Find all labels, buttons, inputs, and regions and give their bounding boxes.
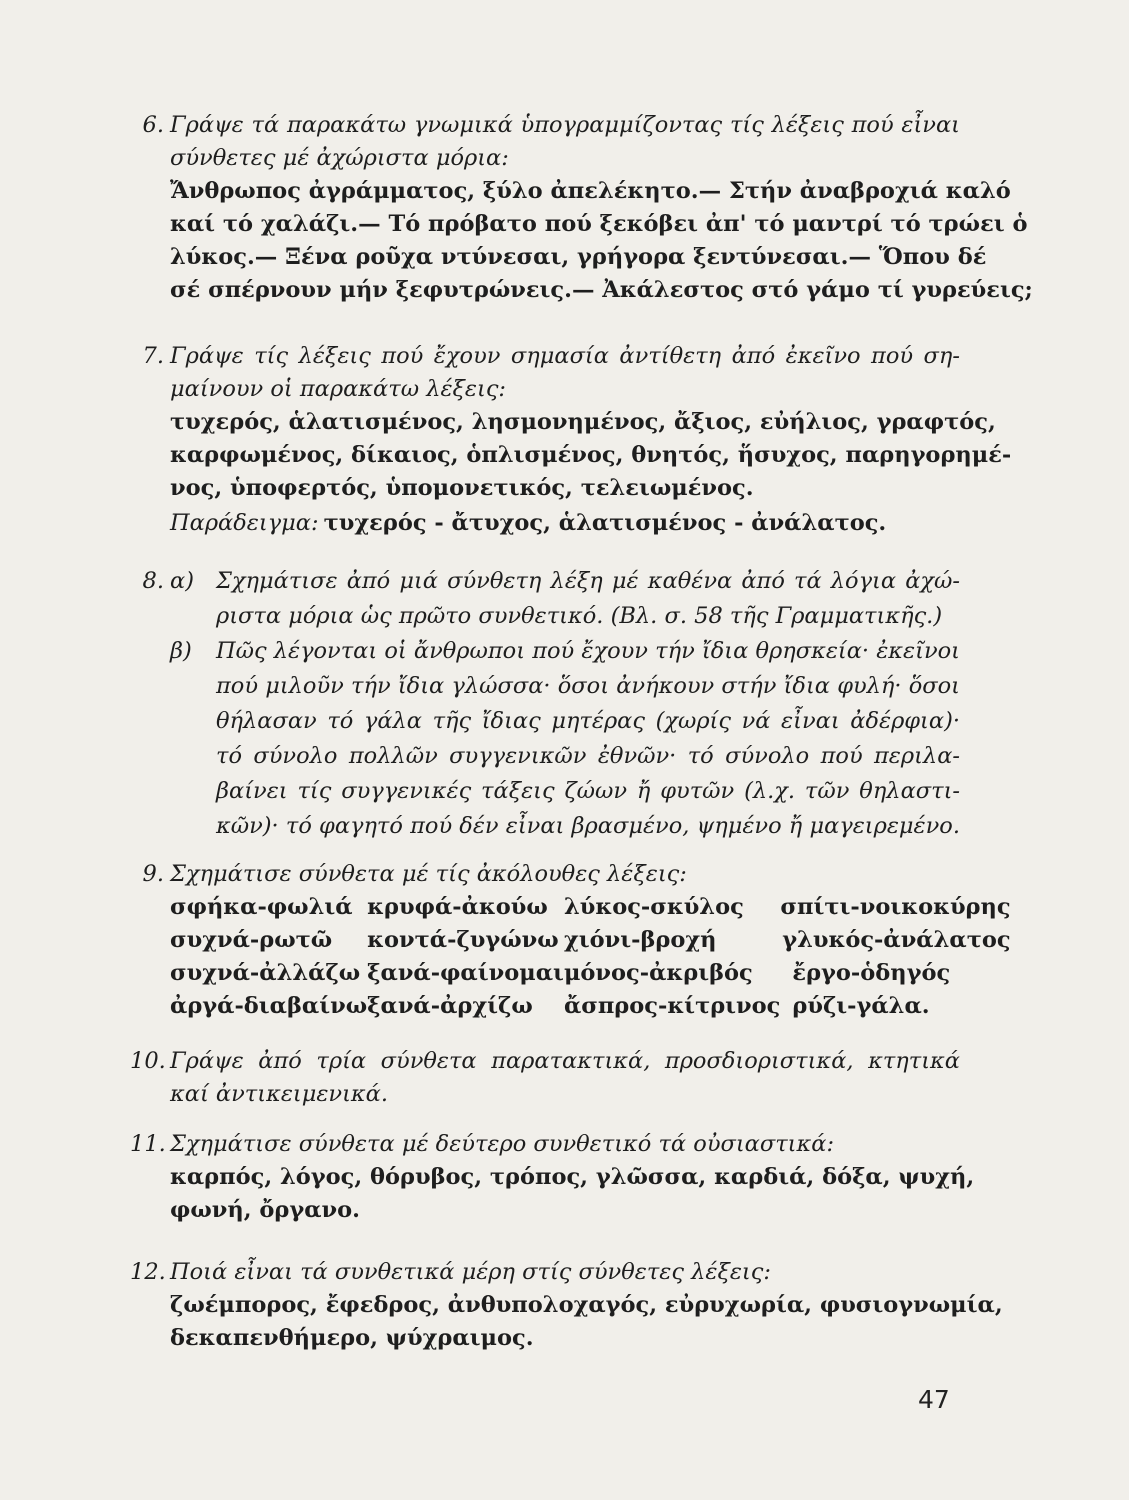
exercise-prompt: Γράψε τίς λέξεις πού ἔχουν σημασία ἀντίθετη ἀπό ἐκεῖνο πού ση- <box>170 343 960 369</box>
subexercise-line: θήλασαν τό γάλα τῆς ἴδιας μητέρας (χωρίς νά εἶναι ἀδέρφια)· <box>216 708 960 734</box>
word-pair: συχνά-ρωτῶ <box>170 927 333 953</box>
exercise-6 <box>130 109 1033 307</box>
word-pair: ρύζι-γάλα. <box>792 993 930 1019</box>
exercise-9 <box>130 858 1011 1023</box>
word-list-line: δεκαπενθήμερο, ψύχραιμος. <box>170 1325 534 1351</box>
exercise-prompt: καί ἀντικειμενικά. <box>170 1081 389 1107</box>
subexercise-label: α) <box>170 568 194 594</box>
page-number: 47 <box>918 1385 950 1414</box>
subexercise-line: πού μιλοῦν τήν ἴδια γλώσσα· ὅσοι ἀνήκουν στήν ἴδια φυλή· ὅσοι <box>216 673 960 699</box>
subexercise-line: Σχημάτισε ἀπό μιά σύνθετη λέξη μέ καθένα ἀπό τά λόγια ἀχώ- <box>216 568 960 594</box>
word-pair: σπίτι-νοικοκύρης <box>780 894 1011 920</box>
exercise-prompt: Γράψε ἀπό τρία σύνθετα παρατακτικά, προσδιοριστικά, κτητικά <box>170 1048 960 1074</box>
exercise-number: 7. <box>142 343 164 369</box>
word-pair: συχνά-ἀλλάζω <box>170 960 361 986</box>
word-list-line: ζωέμπορος, ἔφεδρος, ἀνθυπολοχαγός, εὐρυχωρία, φυσιογνωμία, <box>170 1292 1003 1318</box>
subexercise-line: τό σύνολο πολλῶν συγγενικῶν ἐθνῶν· τό σύνολο πού περιλα- <box>216 743 960 769</box>
word-pair: ξανά-φαίνομαι <box>367 960 564 986</box>
exercise-number: 11. <box>130 1131 166 1157</box>
exercise-number: 10. <box>130 1048 166 1074</box>
example-label: Παράδειγμα: <box>170 510 319 536</box>
word-list-line: νος, ὑποφερτός, ὑπομονετικός, τελειωμένος. <box>170 475 754 501</box>
word-pair: κρυφά-ἀκούω <box>367 894 548 920</box>
word-pair: μόνος-ἀκριβός <box>563 960 753 986</box>
word-pair: ἀργά-διαβαίνω <box>170 993 368 1019</box>
word-pair: ἄσπρος-κίτρινος <box>563 993 781 1019</box>
word-list-line: φωνή, ὄργανο. <box>170 1197 361 1223</box>
exercise-11 <box>130 1128 975 1227</box>
word-list-line: καρφωμένος, δίκαιος, ὁπλισμένος, θνητός, ἥσυχος, παρηγορημέ- <box>170 442 1012 468</box>
word-list-line: καρπός, λόγος, θόρυβος, τρόπος, γλῶσσα, καρδιά, δόξα, ψυχή, <box>170 1164 975 1190</box>
subexercise-line: βαίνει τίς συγγενικές τάξεις ζώων ἤ φυτῶν (λ.χ. τῶν θηλαστι- <box>216 778 960 804</box>
proverb-line: καί τό χαλάζι.— Τό πρόβατο πού ξεκόβει ἀπ' τό μαντρί τό τρώει ὁ <box>170 211 1028 237</box>
subexercise-label: β) <box>170 638 192 664</box>
proverb-line: σέ σπέρνουν μήν ξεφυτρώνεις.— Ἀκάλεστος στό γάμο τί γυρεύεις; <box>170 277 1033 303</box>
exercise-number: 8. <box>142 568 164 594</box>
word-pair: σφήκα-φωλιά <box>170 894 353 920</box>
word-pair: γλυκός-ἀνάλατος <box>782 927 1011 953</box>
word-pairs-table <box>170 891 1011 1023</box>
proverb-line: λύκος.— Ξένα ροῦχα ντύνεσαι, γρήγορα ξεντύνεσαι.— Ὅπου δέ <box>170 244 987 270</box>
exercise-prompt: Σχημάτισε σύνθετα μέ τίς ἀκόλουθες λέξεις: <box>170 861 687 887</box>
word-list-line: τυχερός, ἁλατισμένος, λησμονημένος, ἄξιος, εὐήλιος, γραφτός, <box>170 409 996 435</box>
exercise-prompt: σύνθετες μέ ἀχώριστα μόρια: <box>170 145 509 171</box>
exercise-7 <box>130 340 1012 545</box>
word-pair: κοντά-ζυγώνω <box>367 927 559 953</box>
subexercise-line: Πῶς λέγονται οἱ ἄνθρωποι πού ἔχουν τήν ἴδια θρησκεία· ἐκεῖνοι <box>216 638 960 664</box>
exercise-number: 9. <box>142 861 164 887</box>
subexercise-a <box>170 564 960 634</box>
exercise-8 <box>130 564 960 844</box>
word-pair: ξανά-ἀρχίζω <box>367 993 533 1019</box>
exercise-10 <box>130 1045 960 1111</box>
word-pairs-row <box>170 891 1011 924</box>
exercise-prompt: Σχημάτισε σύνθετα μέ δεύτερο συνθετικό τά οὐσιαστικά: <box>170 1131 835 1157</box>
word-pair: λύκος-σκύλος <box>563 894 744 920</box>
word-pair: χιόνι-βροχή <box>563 927 717 953</box>
word-pair: ἔργο-ὁδηγός <box>792 960 951 986</box>
exercise-prompt: Ποιά εἶναι τά συνθετικά μέρη στίς σύνθετες λέξεις: <box>170 1259 771 1285</box>
exercise-12 <box>130 1256 1003 1355</box>
subexercise-line: ριστα μόρια ὡς πρῶτο συνθετικό. (Βλ. σ. 58 τῆς Γραμματικῆς.) <box>216 603 943 629</box>
proverb-line: Ἄνθρωπος ἀγράμματος, ξύλο ἀπελέκητο.— Στήν ἀναβροχιά καλό <box>170 178 1011 204</box>
word-pairs-row <box>170 990 1011 1023</box>
exercise-number: 12. <box>130 1259 166 1285</box>
word-pairs-row <box>170 924 1011 957</box>
example-text: τυχερός - ἄτυχος, ἁλατισμένος - ἀνάλατος. <box>323 510 887 536</box>
subexercise-b <box>170 634 960 844</box>
word-pairs-row <box>170 957 1011 990</box>
exercise-number: 6. <box>142 112 164 138</box>
exercise-prompt: μαίνουν οἱ παρακάτω λέξεις: <box>170 376 506 402</box>
exercise-prompt: Γράψε τά παρακάτω γνωμικά ὑπογραμμίζοντας τίς λέξεις πού εἶναι <box>170 112 960 138</box>
subexercise-line: κῶν)· τό φαγητό πού δέν εἶναι βρασμένο, ψημένο ἤ μαγειρεμένο. <box>216 813 960 839</box>
